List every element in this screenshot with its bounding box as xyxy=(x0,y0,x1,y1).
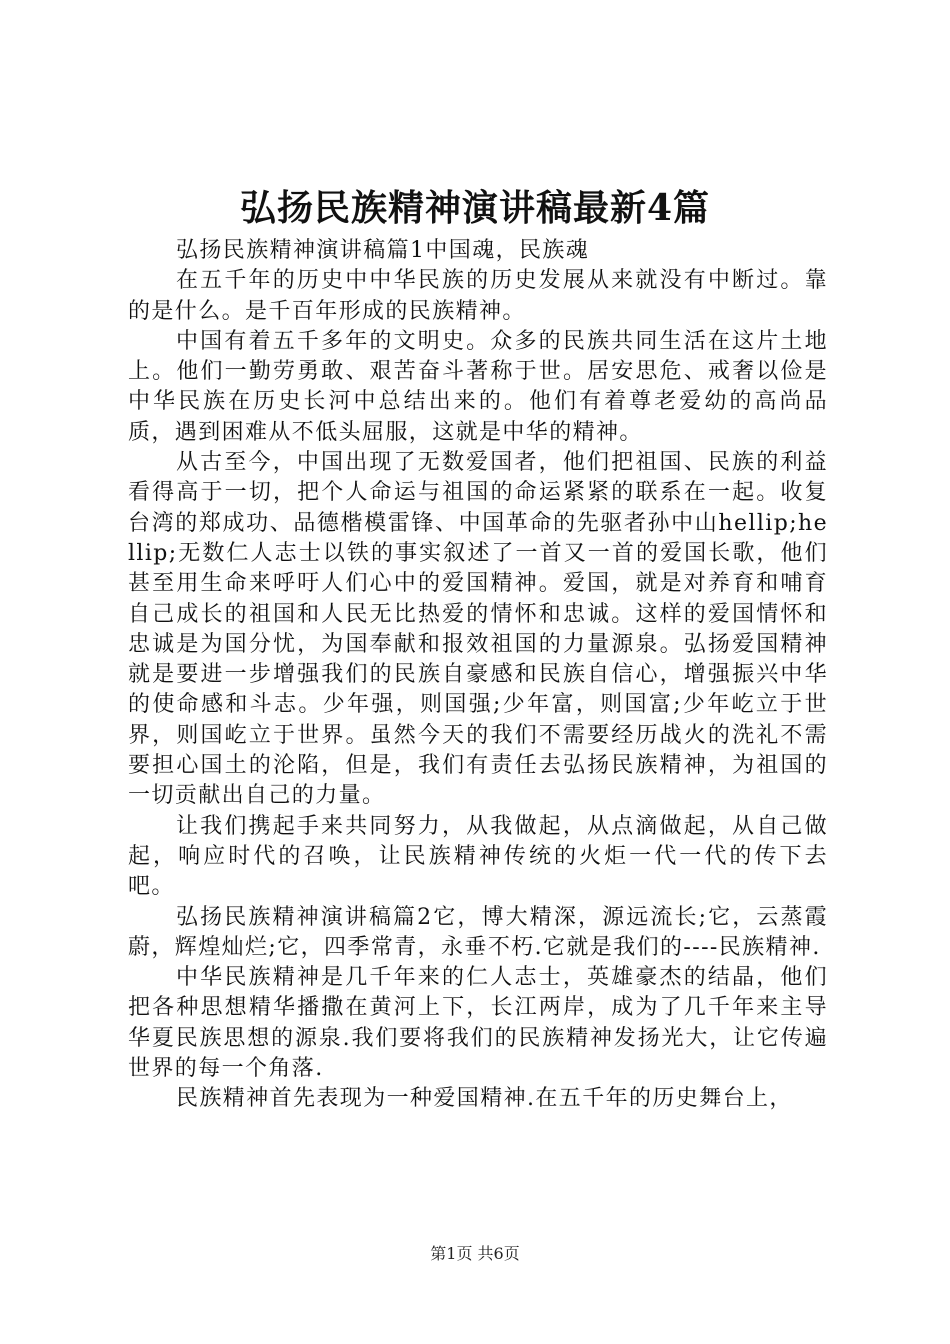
document-title: 弘扬民族精神演讲稿最新4篇 xyxy=(239,187,711,229)
paragraph-2: 在五千年的历史中中华民族的历史发展从来就没有中断过。靠的是什么。是千百年形成的民族精神。 xyxy=(128,268,828,324)
paragraph-1: 弘扬民族精神演讲稿篇1中国魂，民族魂 xyxy=(176,238,590,263)
paragraph-5: 让我们携起手来共同努力，从我做起，从点滴做起，从自己做起，响应时代的召唤，让民族精神传统的火炬一代一代的传下去吧。 xyxy=(128,813,828,900)
paragraph-4: 从古至今，中国出现了无数爱国者，他们把祖国、民族的利益看得高于一切，把个人命运与祖国的命运紧紧的联系在一起。收复台湾的郑成功、品德楷模雷锋、中国革命的先驱者孙中山hellip;hellip;无数仁人志士以铁的事实叙述了一首又一首的爱国长歌，他们甚至用生命来呼吁人们心中的爱国精神。爱国，就是对养育和哺育自己成长的祖国和人民无比热爱的情怀和忠诚。这样的爱国情怀和忠诚是为国分忧，为国奉献和报效祖国的力量源泉。弘扬爱国精神就是要进一步增强我们的民族自豪感和民族自信心，增强振兴中华的使命感和斗志。少年强，则国强;少年富，则国富;少年屹立于世界，则国屹立于世界。虽然今天的我们不需要经历战火的洗礼不需要担心国土的沦陷，但是，我们有责任去弘扬民族精神，为祖国的一切贡献出自己的力量。 xyxy=(128,450,828,809)
paragraph-8: 民族精神首先表现为一种爱国精神.在五千年的历史舞台上， xyxy=(176,1086,793,1112)
paragraph-3: 中国有着五千多年的文明史。众多的民族共同生活在这片土地上。他们一勤劳勇敢、艰苦奋斗著称于世。居安思危、戒奢以俭是中华民族在历史长河中总结出来的。他们有着尊老爱幼的高尚品质，遇到困难从不低头屈服，这就是中华的精神。 xyxy=(128,328,828,445)
paragraph-7: 中华民族精神是几千年来的仁人志士，英雄豪杰的结晶，他们把各种思想精华播撒在黄河上下，长江两岸，成为了几千年来主导华夏民族思想的源泉.我们要将我们的民族精神发扬光大，让它传遍世界的每一个角落. xyxy=(128,965,828,1082)
paragraph-6: 弘扬民族精神演讲稿篇2它，博大精深，源远流长;它，云蒸霞蔚，辉煌灿烂;它，四季常青，永垂不朽.它就是我们的----民族精神. xyxy=(128,904,828,960)
document-body xyxy=(128,236,828,1115)
page-footer: 第1页 共6页 xyxy=(430,1244,520,1263)
